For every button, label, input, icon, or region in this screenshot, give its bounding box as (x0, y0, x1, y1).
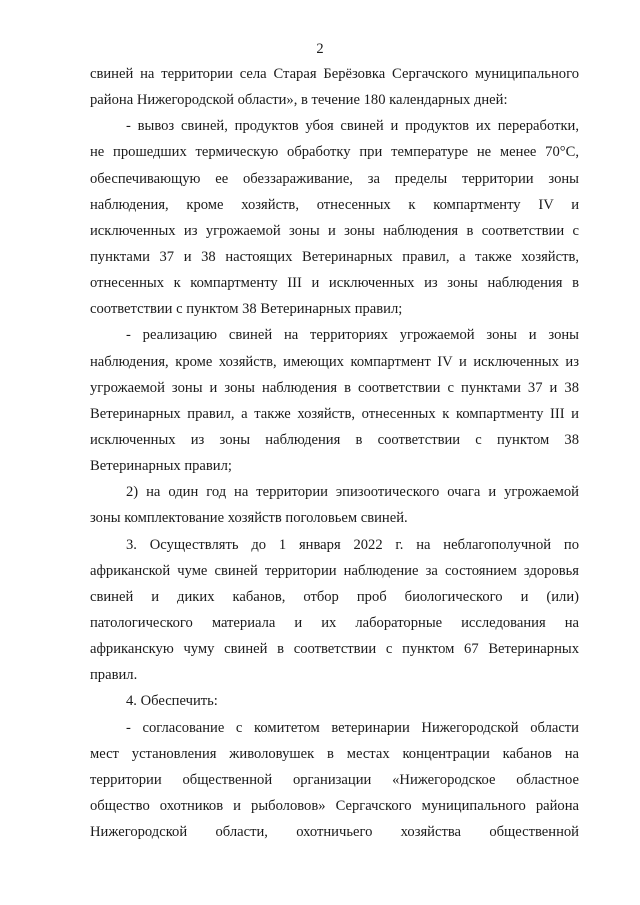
text-line: угрожаемой зоны и зоны наблюдения в соответствии с пунктами 37 и 38 (90, 379, 579, 396)
text-line: африканской чуме свиней территории наблюдение за состоянием здоровья (90, 562, 579, 579)
text-line: 4. Обеспечить: (126, 693, 218, 710)
text-line: патологического материала и их лабораторные исследования на (90, 614, 579, 631)
text-line: Ветеринарных правил, а также хозяйств, отнесенных к компартменту III и (90, 405, 579, 422)
text-line: общество охотников и рыболовов» Сергачского муниципального района (90, 797, 579, 814)
text-line: 3. Осуществлять до 1 января 2022 г. на неблагополучной по (126, 536, 579, 553)
text-line: мест установления живоловушек в местах концентрации кабанов на (90, 745, 579, 762)
text-line: не прошедших термическую обработку при температуре не менее 70°С, (90, 144, 579, 161)
text-line: 2) на один год на территории эпизоотического очага и угрожаемой (126, 484, 579, 501)
text-line: наблюдения, кроме хозяйств, отнесенных к компартменту IV и (90, 196, 579, 213)
text-line: соответствии с пунктом 38 Ветеринарных правил; (90, 301, 403, 318)
text-line: - согласование с комитетом ветеринарии Нижегородской области (126, 719, 579, 736)
text-line: Ветеринарных правил; (90, 458, 232, 475)
text-line: - реализацию свиней на территориях угрожаемой зоны и зоны (126, 327, 579, 344)
text-line: свиней на территории села Старая Берёзовка Сергачского муниципального (90, 66, 579, 82)
text-line: Нижегородской области, охотничьего хозяйства общественной (90, 824, 579, 841)
text-line: - вывоз свиней, продуктов убоя свиней и продуктов их переработки, (126, 118, 579, 135)
text-line: наблюдения, кроме хозяйств, имеющих компартмент IV и исключенных из (90, 353, 579, 370)
text-line: территории общественной организации «Нижегородское областное (90, 771, 579, 788)
page-number: 2 (316, 41, 324, 57)
text-line: правил. (90, 667, 138, 684)
text-line: африканскую чуму свиней в соответствии с пунктом 67 Ветеринарных (90, 641, 579, 658)
text-line: зоны комплектование хозяйств поголовьем свиней. (90, 510, 408, 527)
text-line: обеспечивающую ее обеззараживание, за пределы территории зоны (90, 170, 579, 187)
text-line: пунктами 37 и 38 настоящих Ветеринарных правил, а также хозяйств, (90, 248, 579, 265)
text-line: отнесенных к компартменту III и исключенных из зоны наблюдения в (90, 275, 579, 292)
text-line: свиней и диких кабанов, отбор проб биологического и (или) (90, 588, 579, 605)
text-line: исключенных из зоны наблюдения в соответствии с пунктом 38 (90, 431, 579, 448)
text-line: исключенных из угрожаемой зоны и зоны наблюдения в соответствии с (90, 222, 579, 239)
text-line: района Нижегородской области», в течение 180 календарных дней: (90, 92, 508, 109)
document-body (90, 61, 579, 845)
